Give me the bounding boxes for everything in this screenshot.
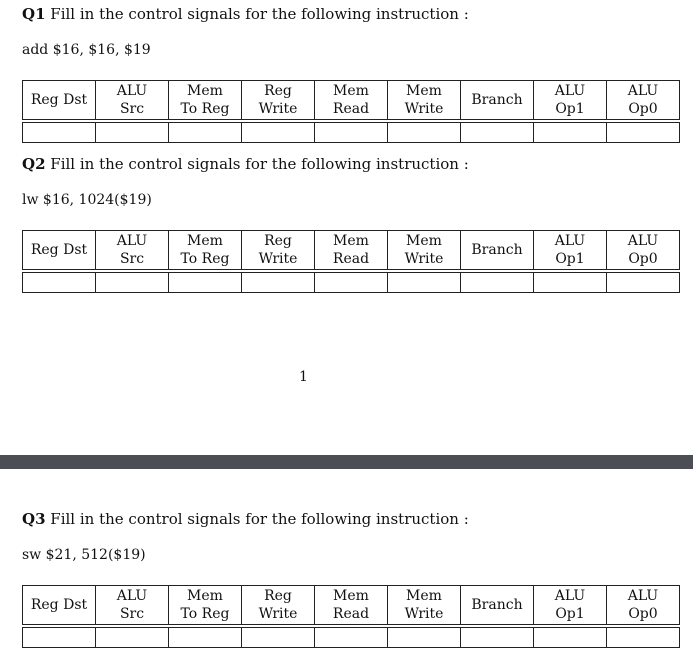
answer-row [23, 273, 680, 293]
question-3-instruction: sw $21, 512($19) [22, 547, 146, 563]
header-row [23, 81, 680, 120]
column-header-line: Mem [333, 588, 369, 604]
column-header-line: Branch [471, 92, 523, 108]
column-header-line: To Reg [180, 606, 230, 622]
header-row [23, 231, 680, 270]
question-3-text: Fill in the control signals for the following instruction : [50, 510, 469, 528]
answer-cell[interactable] [169, 628, 242, 648]
question-2-label: Q2 [22, 155, 46, 173]
document-page-2 [0, 469, 693, 660]
column-header-line: Mem [187, 588, 223, 604]
column-header-line: ALU [554, 83, 586, 99]
column-header [534, 81, 607, 120]
column-header [534, 231, 607, 270]
answer-cell[interactable] [534, 123, 607, 143]
column-header-line: Reg Dst [30, 92, 88, 108]
column-header [96, 586, 169, 625]
column-header-line: ALU [627, 588, 659, 604]
column-header-line: Reg Dst [30, 597, 88, 613]
column-header [461, 81, 534, 120]
column-header-line: Op1 [555, 251, 585, 267]
answer-cell[interactable] [388, 273, 461, 293]
column-header [315, 81, 388, 120]
column-header [607, 231, 680, 270]
question-1-text: Fill in the control signals for the following instruction : [50, 5, 469, 23]
column-header-line: Read [332, 101, 370, 117]
answer-cell[interactable] [607, 123, 680, 143]
column-header-line: Src [119, 251, 145, 267]
column-header [96, 231, 169, 270]
question-1-signal-table [22, 80, 680, 143]
answer-row [23, 123, 680, 143]
answer-cell[interactable] [23, 123, 96, 143]
column-header [23, 81, 96, 120]
answer-cell[interactable] [315, 273, 388, 293]
column-header [242, 586, 315, 625]
answer-cell[interactable] [388, 123, 461, 143]
column-header-line: Write [404, 101, 444, 117]
answer-cell[interactable] [461, 628, 534, 648]
column-header-line: ALU [554, 233, 586, 249]
answer-cell[interactable] [607, 628, 680, 648]
column-header-line: Reg Dst [30, 242, 88, 258]
answer-cell[interactable] [242, 273, 315, 293]
answer-cell[interactable] [388, 628, 461, 648]
answer-cell[interactable] [23, 273, 96, 293]
column-header-line: ALU [116, 588, 148, 604]
column-header [315, 586, 388, 625]
page-separator [0, 455, 693, 469]
column-header-line: Mem [406, 233, 442, 249]
column-header [461, 231, 534, 270]
column-header-line: Mem [333, 233, 369, 249]
column-header-line: Write [404, 251, 444, 267]
column-header-line: Read [332, 251, 370, 267]
answer-row [23, 628, 680, 648]
column-header-line: Reg [264, 233, 292, 249]
column-header-line: Reg [264, 588, 292, 604]
column-header-line: Reg [264, 83, 292, 99]
column-header [607, 586, 680, 625]
column-header-line: ALU [116, 233, 148, 249]
answer-cell[interactable] [169, 123, 242, 143]
column-header-line: Op0 [628, 101, 658, 117]
answer-cell[interactable] [23, 628, 96, 648]
column-header-line: To Reg [180, 101, 230, 117]
column-header-line: Write [258, 606, 298, 622]
answer-cell[interactable] [315, 628, 388, 648]
column-header-line: ALU [627, 233, 659, 249]
question-3-label: Q3 [22, 510, 46, 528]
column-header [315, 231, 388, 270]
column-header-line: Op0 [628, 251, 658, 267]
answer-cell[interactable] [96, 628, 169, 648]
column-header-line: Op0 [628, 606, 658, 622]
question-1-heading [22, 5, 469, 23]
column-header-line: Branch [471, 242, 523, 258]
column-header [242, 231, 315, 270]
question-2-instruction: lw $16, 1024($19) [22, 192, 152, 208]
question-2-text: Fill in the control signals for the following instruction : [50, 155, 469, 173]
column-header-line: Mem [187, 83, 223, 99]
column-header-line: Write [258, 101, 298, 117]
column-header-line: To Reg [180, 251, 230, 267]
answer-cell[interactable] [242, 123, 315, 143]
column-header [534, 586, 607, 625]
column-header-line: Src [119, 101, 145, 117]
column-header [23, 231, 96, 270]
column-header [461, 586, 534, 625]
answer-cell[interactable] [461, 123, 534, 143]
column-header-line: Mem [406, 83, 442, 99]
column-header-line: Op1 [555, 606, 585, 622]
column-header [169, 81, 242, 120]
column-header-line: Write [258, 251, 298, 267]
answer-cell[interactable] [242, 628, 315, 648]
column-header [23, 586, 96, 625]
column-header-line: ALU [627, 83, 659, 99]
question-3-heading [22, 510, 469, 528]
answer-cell[interactable] [169, 273, 242, 293]
column-header-line: Src [119, 606, 145, 622]
answer-cell[interactable] [534, 628, 607, 648]
question-1-label: Q1 [22, 5, 46, 23]
question-3-signal-table [22, 585, 680, 648]
answer-cell[interactable] [607, 273, 680, 293]
answer-cell[interactable] [461, 273, 534, 293]
column-header-line: Write [404, 606, 444, 622]
column-header-line: Read [332, 606, 370, 622]
column-header-line: ALU [554, 588, 586, 604]
page-number: 1 [299, 369, 308, 385]
column-header-line: Mem [406, 588, 442, 604]
column-header [388, 81, 461, 120]
answer-cell[interactable] [534, 273, 607, 293]
answer-cell[interactable] [96, 273, 169, 293]
column-header-line: Branch [471, 597, 523, 613]
column-header [607, 81, 680, 120]
answer-cell[interactable] [96, 123, 169, 143]
question-2-heading [22, 155, 469, 173]
column-header [169, 586, 242, 625]
column-header-line: ALU [116, 83, 148, 99]
column-header-line: Mem [333, 83, 369, 99]
question-1-instruction: add $16, $16, $19 [22, 42, 151, 58]
column-header [96, 81, 169, 120]
column-header [169, 231, 242, 270]
column-header-line: Op1 [555, 101, 585, 117]
column-header [388, 586, 461, 625]
header-row [23, 586, 680, 625]
column-header [242, 81, 315, 120]
question-2-signal-table [22, 230, 680, 293]
column-header [388, 231, 461, 270]
answer-cell[interactable] [315, 123, 388, 143]
column-header-line: Mem [187, 233, 223, 249]
